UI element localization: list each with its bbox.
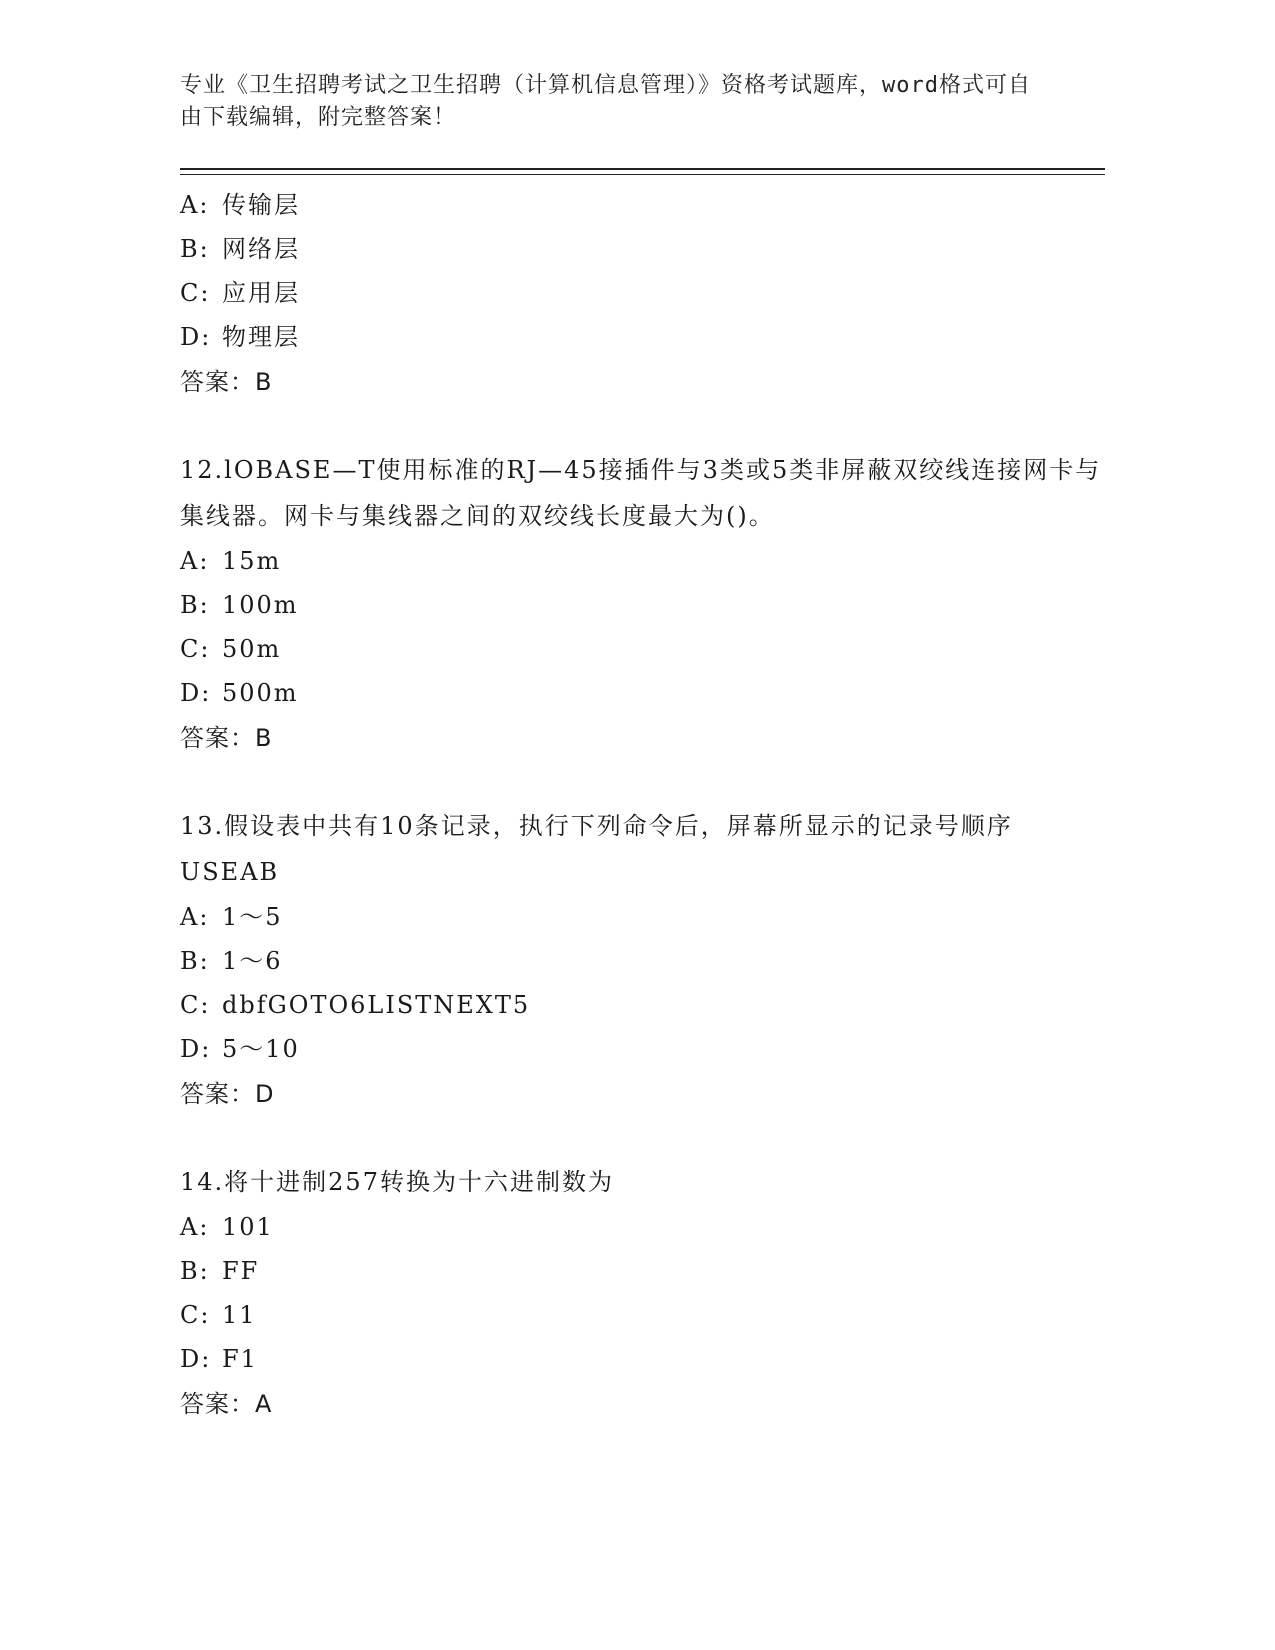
option-text: 101 — [222, 1213, 274, 1241]
option-d — [180, 315, 1105, 359]
question-14 — [180, 1159, 1105, 1427]
option-key: D: — [180, 679, 212, 707]
question-spacer — [180, 405, 1105, 447]
option-key: A: — [180, 547, 210, 575]
option-text: dbfGOTO6LISTNEXT5 — [222, 991, 531, 1019]
option-c — [180, 271, 1105, 315]
option-b — [180, 939, 1105, 983]
option-key: B: — [180, 591, 210, 619]
option-key: A: — [180, 1213, 210, 1241]
question-spacer — [180, 761, 1105, 803]
option-d — [180, 671, 1105, 715]
header-divider — [180, 168, 1105, 175]
option-key: C: — [180, 635, 211, 663]
option-text: 传输层 — [222, 191, 300, 219]
option-key: D: — [180, 1035, 212, 1063]
option-key: C: — [180, 279, 211, 307]
option-text: 50m — [222, 635, 282, 663]
document-page — [180, 70, 1105, 1427]
answer-line: 答案：A — [180, 1390, 273, 1418]
option-text: 5～10 — [222, 1035, 300, 1063]
question-stem: 14.将十进制257转换为十六进制数为 — [180, 1168, 614, 1196]
question-spacer — [180, 1117, 1105, 1159]
question-12 — [180, 447, 1105, 761]
option-a — [180, 895, 1105, 939]
option-text: 15m — [222, 547, 282, 575]
option-key: D: — [180, 323, 212, 351]
option-text: 应用层 — [222, 279, 300, 307]
option-d — [180, 1027, 1105, 1071]
question-stem: 12.lOBASE—T使用标准的RJ—45接插件与3类或5类非屏蔽双绞线连接网卡与集线器。网卡与集线器之间的双绞线长度最大为()。 — [180, 456, 1102, 530]
option-key: A: — [180, 191, 210, 219]
option-text: 11 — [222, 1301, 257, 1329]
option-b — [180, 1249, 1105, 1293]
option-key: B: — [180, 235, 210, 263]
option-text: 1～6 — [222, 947, 283, 975]
option-a — [180, 1205, 1105, 1249]
option-a — [180, 539, 1105, 583]
option-text: 网络层 — [222, 235, 300, 263]
option-key: B: — [180, 1257, 210, 1285]
option-a — [180, 183, 1105, 227]
question-11 — [180, 183, 1105, 405]
option-text: 1～5 — [222, 903, 283, 931]
option-b — [180, 583, 1105, 627]
option-c — [180, 983, 1105, 1027]
option-key: C: — [180, 991, 211, 1019]
answer-line: 答案：B — [180, 724, 273, 752]
option-key: B: — [180, 947, 210, 975]
answer-line: 答案：D — [180, 1080, 275, 1108]
option-text: 100m — [222, 591, 299, 619]
answer-line: 答案：B — [180, 368, 273, 396]
option-b — [180, 227, 1105, 271]
question-13 — [180, 803, 1105, 1117]
option-text: 500m — [222, 679, 299, 707]
option-c — [180, 1293, 1105, 1337]
option-d — [180, 1337, 1105, 1381]
document-header: 专业《卫生招聘考试之卫生招聘（计算机信息管理）》资格考试题库，word格式可自由下载编辑，附完整答案！ — [180, 73, 1031, 130]
question-stem: 13.假设表中共有10条记录，执行下列命令后，屏幕所显示的记录号顺序USEAB — [180, 812, 1013, 886]
option-key: C: — [180, 1301, 211, 1329]
option-text: FF — [222, 1257, 260, 1285]
option-c — [180, 627, 1105, 671]
option-key: A: — [180, 903, 210, 931]
option-key: D: — [180, 1345, 212, 1373]
option-text: F1 — [222, 1345, 258, 1373]
option-text: 物理层 — [222, 323, 300, 351]
